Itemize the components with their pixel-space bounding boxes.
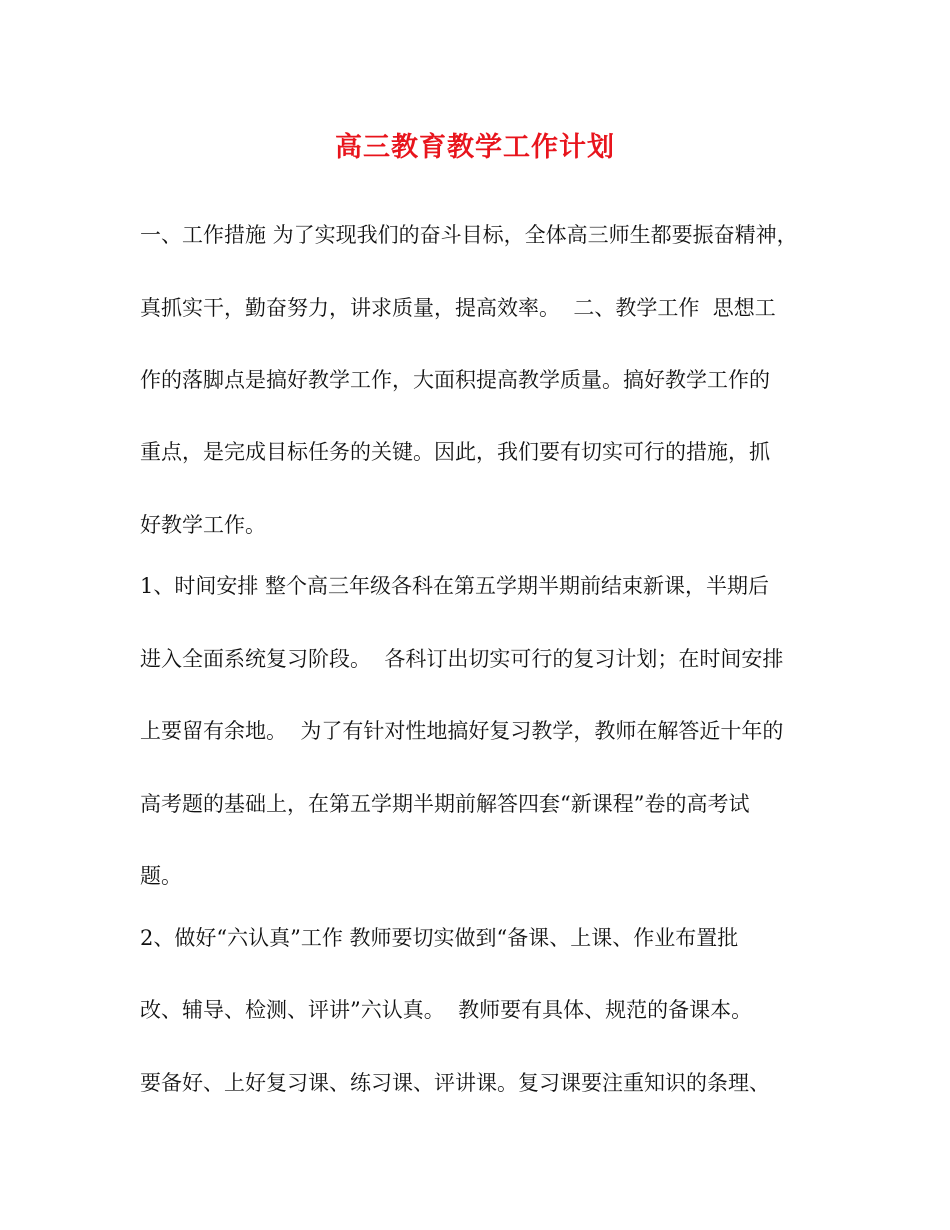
body-line-12: 改、辅导、检测、评讲”六认真。 教师要有具体、规范的备课本。 [140,998,753,1022]
body-line-13: 要备好、上好复习课、练习课、评讲课。复习课要注重知识的条理、 [140,1071,770,1095]
body-line-6: 1、时间安排 整个高三年级各科在第五学期半期前结束新课，半期后 [140,574,770,598]
body-line-2: 真抓实干，勤奋努力，讲求质量，提高效率。 二、教学工作 思想工 [140,296,776,320]
body-line-1: 一、工作措施 为了实现我们的奋斗目标，全体高三师生都要振奋精神， [140,223,798,247]
document-title: 高三教育教学工作计划 [335,132,615,163]
body-line-11: 2、做好“六认真”工作 教师要切实做到“备课、上课、作业布置批 [140,926,739,950]
body-line-5: 好教学工作。 [140,513,266,537]
body-line-3: 作的落脚点是搞好教学工作，大面积提高教学质量。搞好教学工作的 [140,368,770,392]
body-line-8: 上要留有余地。 为了有针对性地搞好复习教学，教师在解答近十年的 [140,719,784,743]
body-line-4: 重点，是完成目标任务的关键。因此，我们要有切实可行的措施，抓 [140,440,770,464]
body-line-9: 高考题的基础上，在第五学期半期前解答四套“新课程”卷的高考试 [140,792,750,816]
body-line-7: 进入全面系统复习阶段。 各科订出切实可行的复习计划；在时间安排 [140,647,784,671]
body-line-10: 题。 [140,864,182,888]
